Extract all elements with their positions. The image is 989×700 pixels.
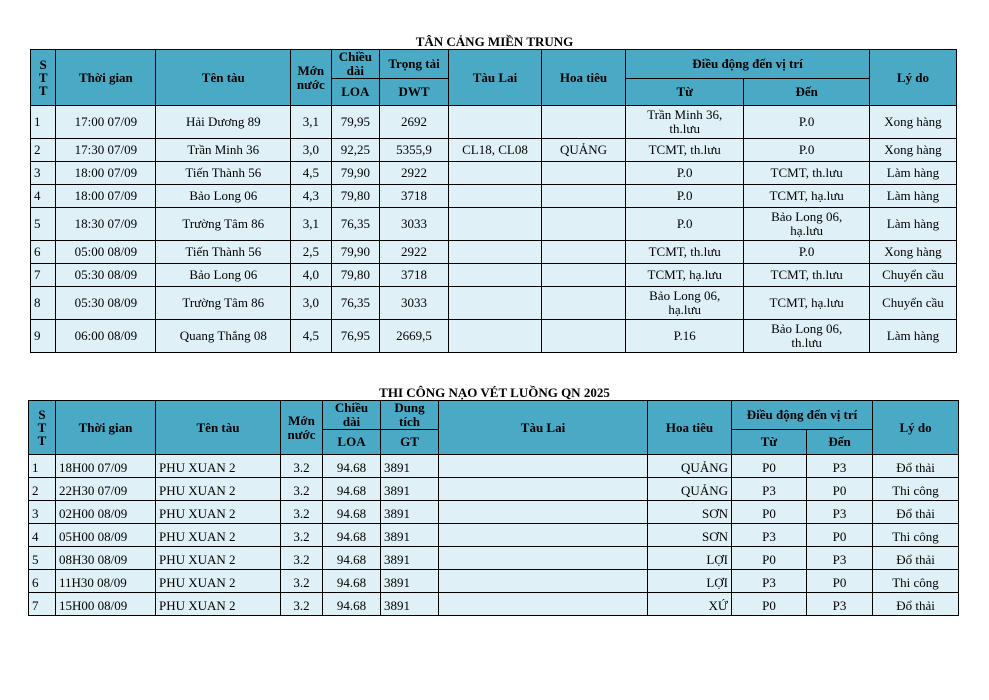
cell-tug [439, 501, 648, 524]
cell-from: P3 [732, 570, 807, 593]
cell-loa: 94.68 [323, 501, 381, 524]
cell-reason: Đổ thải [873, 501, 959, 524]
cell-reason: Xong hàng [869, 139, 956, 162]
cell-to: Bảo Long 06, hạ.lưu [744, 208, 870, 241]
cell-time: 05:00 08/09 [56, 241, 156, 264]
cell-ship: Bảo Long 06 [156, 264, 291, 287]
cell-loa: 79,80 [331, 264, 380, 287]
header-length: Chiều dài [323, 401, 381, 430]
cell-reason: Chuyển cầu [869, 264, 956, 287]
cell-dwt: 3718 [380, 185, 449, 208]
cell-reason: Làm hàng [869, 320, 956, 353]
cell-to: TCMT, hạ.lưu [744, 287, 870, 320]
header-move: Điều động đến vị trí [626, 50, 870, 79]
cell-time: 22H30 07/09 [56, 478, 156, 501]
header-reason: Lý do [869, 50, 956, 106]
cell-from: TCMT, th.lưu [626, 241, 744, 264]
cell-ship: PHU XUAN 2 [156, 478, 281, 501]
cell-stt: 5 [31, 208, 56, 241]
cell-ship: Tiến Thành 56 [156, 241, 291, 264]
cell-time: 15H00 08/09 [56, 593, 156, 616]
header-draft: Mớn nước [281, 401, 323, 455]
cell-to: P.0 [744, 139, 870, 162]
cell-reason: Làm hàng [869, 185, 956, 208]
cell-stt: 2 [29, 478, 56, 501]
cell-draft: 4,5 [291, 320, 331, 353]
cell-ship: PHU XUAN 2 [156, 501, 281, 524]
cell-loa: 94.68 [323, 593, 381, 616]
cell-dwt: 2922 [380, 162, 449, 185]
cell-pilot [542, 208, 626, 241]
cell-loa: 79,80 [331, 185, 380, 208]
cell-from: P3 [732, 478, 807, 501]
table2-title: THI CÔNG NẠO VÉT LUỒNG QN 2025 [379, 385, 610, 400]
cell-tug [439, 478, 648, 501]
cell-from: P.0 [626, 162, 744, 185]
cell-dwt: 2692 [380, 106, 449, 139]
cell-stt: 7 [31, 264, 56, 287]
cell-loa: 79,90 [331, 162, 380, 185]
cell-from: P0 [732, 593, 807, 616]
header-ship: Tên tàu [156, 401, 281, 455]
cell-to: P0 [807, 478, 873, 501]
cell-tug [448, 264, 541, 287]
header-draft: Mớn nước [291, 50, 331, 106]
cell-draft: 3.2 [281, 570, 323, 593]
cell-dwt: 2669,5 [380, 320, 449, 353]
cell-dwt: 3718 [380, 264, 449, 287]
cell-stt: 3 [31, 162, 56, 185]
cell-gt: 3891 [381, 524, 439, 547]
cell-draft: 3.2 [281, 524, 323, 547]
cell-draft: 3.2 [281, 593, 323, 616]
cell-tug [448, 320, 541, 353]
cell-tug [448, 241, 541, 264]
cell-to: TCMT, th.lưu [744, 162, 870, 185]
cell-stt: 6 [31, 241, 56, 264]
cell-draft: 3.2 [281, 547, 323, 570]
cell-loa: 79,90 [331, 241, 380, 264]
cell-from: P0 [732, 547, 807, 570]
cell-ship: Trường Tâm 86 [156, 208, 291, 241]
table-row [29, 547, 959, 570]
cell-time: 05:30 08/09 [56, 287, 156, 320]
header-time: Thời gian [56, 401, 156, 455]
cell-reason: Đổ thải [873, 593, 959, 616]
header-length: Chiều dài [331, 50, 380, 79]
cell-time: 11H30 08/09 [56, 570, 156, 593]
cell-draft: 3.2 [281, 455, 323, 478]
cell-stt: 6 [29, 570, 56, 593]
cell-dwt: 3033 [380, 208, 449, 241]
cell-tug [439, 570, 648, 593]
cell-ship: Trường Tâm 86 [156, 287, 291, 320]
cell-loa: 94.68 [323, 455, 381, 478]
cell-draft: 4,0 [291, 264, 331, 287]
cell-reason: Thi công [873, 570, 959, 593]
cell-from: P0 [732, 455, 807, 478]
cell-dwt: 2922 [380, 241, 449, 264]
cell-tug [439, 455, 648, 478]
cell-ship: Hải Dương 89 [156, 106, 291, 139]
cell-loa: 94.68 [323, 478, 381, 501]
header-length-unit: LOA [331, 79, 380, 106]
cell-stt: 3 [29, 501, 56, 524]
cell-loa: 79,95 [331, 106, 380, 139]
header-move: Điều động đến vị trí [732, 401, 873, 430]
cell-time: 05H00 08/09 [56, 524, 156, 547]
cell-stt: 4 [29, 524, 56, 547]
cell-from: TCMT, hạ.lưu [626, 264, 744, 287]
table-row [29, 524, 959, 547]
header-ship: Tên tàu [156, 50, 291, 106]
cell-pilot [542, 185, 626, 208]
cell-time: 02H00 08/09 [56, 501, 156, 524]
header-pilot: Hoa tiêu [648, 401, 732, 455]
cell-reason: Thi công [873, 524, 959, 547]
cell-tug [439, 593, 648, 616]
cell-ship: PHU XUAN 2 [156, 593, 281, 616]
header-capacity: Dung tích [381, 401, 439, 430]
cell-ship: Tiến Thành 56 [156, 162, 291, 185]
header-capacity-unit: GT [381, 430, 439, 455]
port-schedule-table [30, 49, 957, 353]
cell-draft: 4,3 [291, 185, 331, 208]
cell-loa: 94.68 [323, 547, 381, 570]
header-from: Từ [732, 430, 807, 455]
cell-to: P3 [807, 501, 873, 524]
cell-pilot [542, 264, 626, 287]
header-load-unit: DWT [380, 79, 449, 106]
cell-draft: 3,1 [291, 106, 331, 139]
cell-stt: 8 [31, 287, 56, 320]
cell-tug [448, 162, 541, 185]
table-row [29, 593, 959, 616]
cell-tug [439, 524, 648, 547]
cell-gt: 3891 [381, 547, 439, 570]
cell-from: Bảo Long 06, hạ.lưu [626, 287, 744, 320]
cell-ship: Bảo Long 06 [156, 185, 291, 208]
cell-to: P0 [807, 570, 873, 593]
header-tug: Tàu Lai [448, 50, 541, 106]
cell-pilot: QUẢNG [648, 455, 732, 478]
table-row [31, 139, 957, 162]
cell-pilot [542, 241, 626, 264]
table-row [29, 570, 959, 593]
cell-tug [448, 185, 541, 208]
cell-pilot: LỢI [648, 570, 732, 593]
cell-time: 05:30 08/09 [56, 264, 156, 287]
cell-loa: 94.68 [323, 524, 381, 547]
cell-gt: 3891 [381, 593, 439, 616]
cell-reason: Đổ thải [873, 547, 959, 570]
cell-to: P3 [807, 455, 873, 478]
header-time: Thời gian [56, 50, 156, 106]
cell-time: 18:30 07/09 [56, 208, 156, 241]
cell-to: TCMT, hạ.lưu [744, 185, 870, 208]
cell-reason: Đổ thải [873, 455, 959, 478]
cell-stt: 9 [31, 320, 56, 353]
cell-loa: 76,35 [331, 208, 380, 241]
table-row [31, 264, 957, 287]
cell-gt: 3891 [381, 501, 439, 524]
cell-reason: Làm hàng [869, 208, 956, 241]
cell-pilot: XỨ [648, 593, 732, 616]
header-pilot: Hoa tiêu [542, 50, 626, 106]
cell-tug [439, 547, 648, 570]
cell-tug [448, 106, 541, 139]
cell-stt: 1 [29, 455, 56, 478]
cell-ship: PHU XUAN 2 [156, 547, 281, 570]
cell-stt: 1 [31, 106, 56, 139]
cell-pilot [542, 106, 626, 139]
cell-to: Bảo Long 06, th.lưu [744, 320, 870, 353]
table-row [31, 162, 957, 185]
cell-from: P0 [732, 501, 807, 524]
cell-draft: 3,0 [291, 287, 331, 320]
cell-ship: PHU XUAN 2 [156, 524, 281, 547]
cell-pilot: SƠN [648, 524, 732, 547]
cell-draft: 2,5 [291, 241, 331, 264]
cell-ship: Trần Minh 36 [156, 139, 291, 162]
table-row [31, 208, 957, 241]
cell-stt: 7 [29, 593, 56, 616]
cell-from: P.0 [626, 185, 744, 208]
cell-time: 18H00 07/09 [56, 455, 156, 478]
cell-pilot: QUẢNG [648, 478, 732, 501]
cell-stt: 2 [31, 139, 56, 162]
cell-to: TCMT, th.lưu [744, 264, 870, 287]
cell-gt: 3891 [381, 478, 439, 501]
cell-from: TCMT, th.lưu [626, 139, 744, 162]
cell-draft: 3.2 [281, 478, 323, 501]
cell-pilot: QUẢNG [542, 139, 626, 162]
cell-pilot [542, 320, 626, 353]
cell-reason: Thi công [873, 478, 959, 501]
cell-reason: Làm hàng [869, 162, 956, 185]
header-stt: S T T [31, 50, 56, 106]
cell-draft: 3,1 [291, 208, 331, 241]
cell-from: Trần Minh 36, th.lưu [626, 106, 744, 139]
cell-ship: PHU XUAN 2 [156, 570, 281, 593]
table1-title: TÂN CẢNG MIỀN TRUNG [415, 34, 574, 49]
cell-draft: 4,5 [291, 162, 331, 185]
table-row [29, 501, 959, 524]
cell-pilot [542, 287, 626, 320]
cell-time: 17:00 07/09 [56, 106, 156, 139]
cell-tug [448, 287, 541, 320]
cell-tug [448, 208, 541, 241]
header-to: Đến [807, 430, 873, 455]
header-tug: Tàu Lai [439, 401, 648, 455]
cell-loa: 94.68 [323, 570, 381, 593]
cell-draft: 3.2 [281, 501, 323, 524]
cell-pilot: SƠN [648, 501, 732, 524]
cell-to: P0 [807, 524, 873, 547]
table-row [31, 287, 957, 320]
cell-draft: 3,0 [291, 139, 331, 162]
cell-reason: Chuyển cầu [869, 287, 956, 320]
cell-dwt: 3033 [380, 287, 449, 320]
cell-time: 18:00 07/09 [56, 162, 156, 185]
cell-dwt: 5355,9 [380, 139, 449, 162]
header-reason: Lý do [873, 401, 959, 455]
cell-reason: Xong hàng [869, 106, 956, 139]
table-row [31, 185, 957, 208]
cell-time: 18:00 07/09 [56, 185, 156, 208]
cell-ship: PHU XUAN 2 [156, 455, 281, 478]
table-row [31, 241, 957, 264]
cell-time: 17:30 07/09 [56, 139, 156, 162]
dredging-schedule-table [28, 400, 959, 616]
cell-to: P3 [807, 593, 873, 616]
cell-stt: 4 [31, 185, 56, 208]
cell-to: P.0 [744, 241, 870, 264]
header-to: Đến [744, 79, 870, 106]
cell-from: P3 [732, 524, 807, 547]
cell-time: 06:00 08/09 [56, 320, 156, 353]
cell-to: P3 [807, 547, 873, 570]
cell-loa: 92,25 [331, 139, 380, 162]
cell-loa: 76,35 [331, 287, 380, 320]
table-row [31, 320, 957, 353]
header-load: Trọng tải [380, 50, 449, 79]
cell-from: P.16 [626, 320, 744, 353]
cell-pilot [542, 162, 626, 185]
header-length-unit: LOA [323, 430, 381, 455]
cell-ship: Quang Thắng 08 [156, 320, 291, 353]
cell-time: 08H30 08/09 [56, 547, 156, 570]
cell-reason: Xong hàng [869, 241, 956, 264]
cell-pilot: LỢI [648, 547, 732, 570]
table-row [29, 455, 959, 478]
cell-gt: 3891 [381, 455, 439, 478]
cell-gt: 3891 [381, 570, 439, 593]
cell-stt: 5 [29, 547, 56, 570]
table-row [29, 478, 959, 501]
table-row [31, 106, 957, 139]
cell-to: P.0 [744, 106, 870, 139]
cell-loa: 76,95 [331, 320, 380, 353]
cell-from: P.0 [626, 208, 744, 241]
header-stt: S T T [29, 401, 56, 455]
header-from: Từ [626, 79, 744, 106]
cell-tug: CL18, CL08 [448, 139, 541, 162]
